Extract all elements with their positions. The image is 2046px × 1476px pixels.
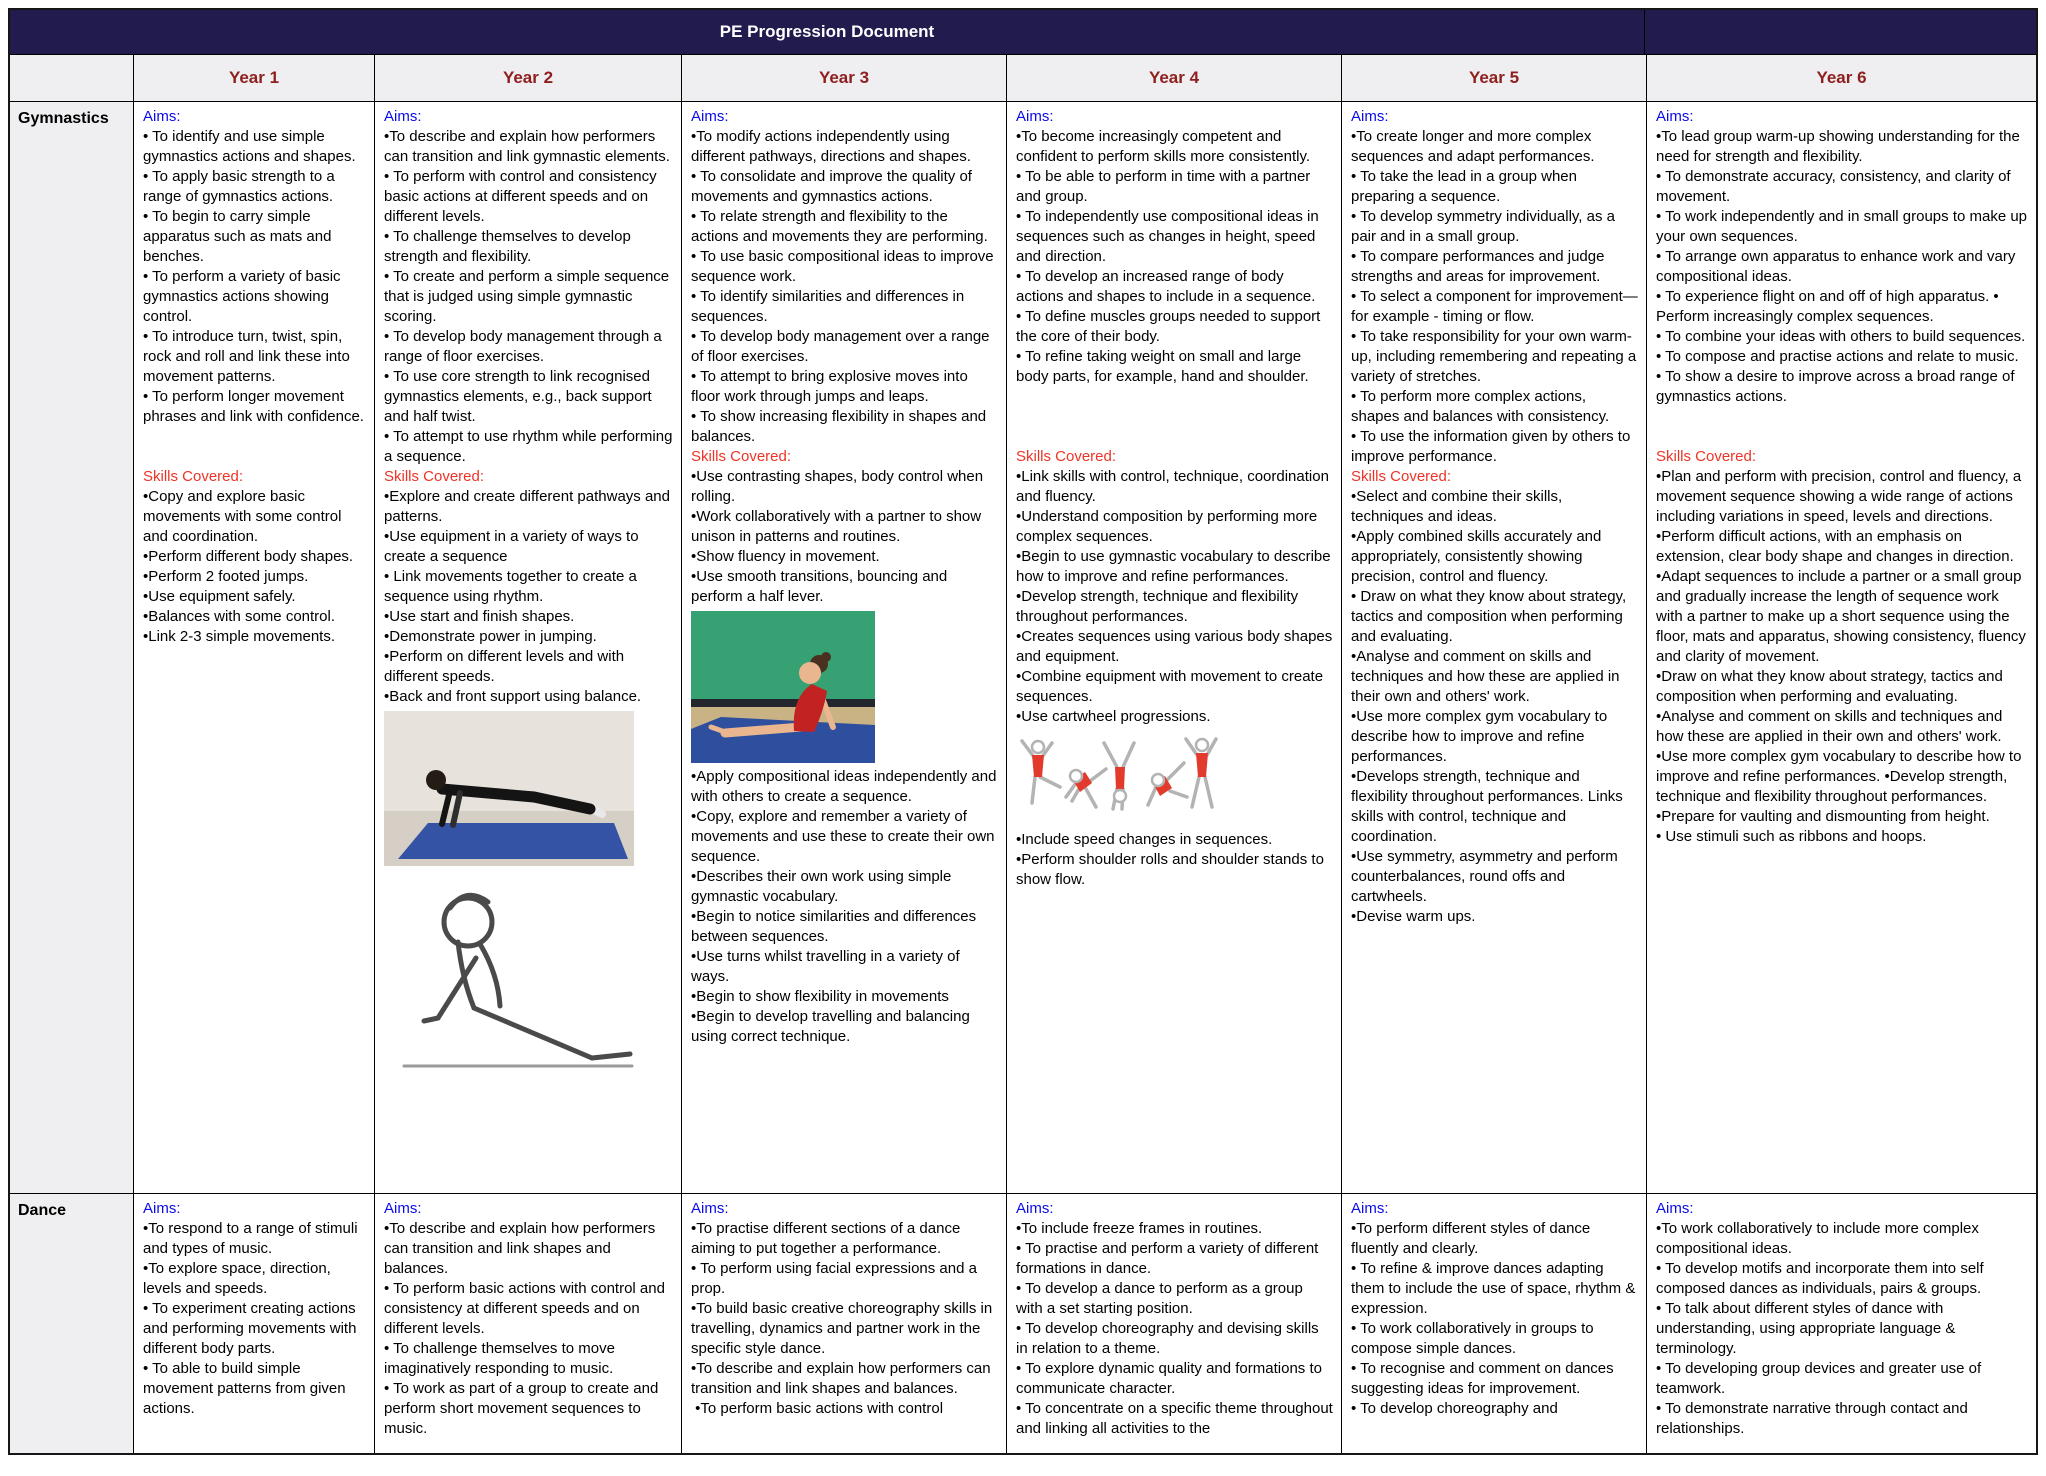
title-bar [10, 10, 2036, 54]
column-header-year-4: Year 4 [1007, 55, 1342, 101]
bullet-item: • To recognise and comment on dances suggesting ideas for improvement. [1351, 1360, 1618, 1397]
bullet-item: • To take responsibility for your own warm-up, including remembering and repeating a variety of stretches. [1351, 328, 1641, 385]
bullet-item: •To include freeze frames in routines. [1016, 1220, 1263, 1237]
bullet-item: •To become increasingly competent and confident to perform skills more consistently. [1016, 128, 1311, 165]
column-header-row [10, 54, 2036, 102]
bullet-item: • To develop choreography and [1351, 1400, 1558, 1417]
bullet-item: •To build basic creative choreography skills in travelling, dynamics and partner work in the specific style dance. [691, 1300, 997, 1357]
cell-dance-year-1 [134, 1194, 375, 1453]
bullet-item: • To develop motifs and incorporate them into self composed dances as individuals, pairs & groups. [1656, 1260, 1988, 1297]
skills-heading: Skills Covered: [691, 448, 792, 465]
bullet-item: • To show increasing flexibility in shapes and balances. [691, 408, 991, 445]
bullet-item: •Analyse and comment on skills and techniques and how these are applied in their own and others' work. [1656, 708, 2007, 745]
bullet-item: •Link 2-3 simple movements. [143, 628, 335, 645]
aims-heading: Aims: [1016, 108, 1054, 125]
bullet-item: •To practise different sections of a dance aiming to put together a performance. [691, 1220, 965, 1257]
bullet-item: •To create longer and more complex sequences and adapt performances. [1351, 128, 1596, 165]
skills-heading: Skills Covered: [1351, 468, 1452, 485]
bullet-item: • To introduce turn, twist, spin, rock and roll and link these into movement patterns. [143, 328, 354, 385]
bullet-item: • To practise and perform a variety of different formations in dance. [1016, 1240, 1323, 1277]
bullet-item: •Draw on what they know about strategy, tactics and composition when performing and evaluating. [1656, 668, 2007, 705]
cell-gymnastics-year-6 [1647, 102, 2036, 1193]
bullet-item: • To work collaboratively in groups to compose simple dances. [1351, 1320, 1598, 1357]
aims-heading: Aims: [1351, 108, 1389, 125]
progression-table [8, 8, 2038, 1455]
bullet-item: •Prepare for vaulting and dismounting from height. [1656, 808, 1990, 825]
title-bar-spacer [1645, 10, 2036, 54]
back-support-sketch [384, 870, 673, 1103]
bullet-item: •Devise warm ups. [1351, 908, 1476, 925]
bullet-item: •Creates sequences using various body shapes and equipment. [1016, 628, 1337, 665]
bullet-item: •Use smooth transitions, bouncing and perform a half lever. [691, 568, 952, 605]
cell-dance-year-3 [682, 1194, 1007, 1453]
bullet-item: • To perform with control and consistency basic actions at different speeds and on different levels. [384, 168, 661, 225]
cell-gymnastics-year-4 [1007, 102, 1342, 1193]
bullet-item: •Perform 2 footed jumps. [143, 568, 309, 585]
bullet-item: • To refine taking weight on small and large body parts, for example, hand and shoulder. [1016, 348, 1309, 385]
bullet-item: •Describes their own work using simple gymnastic vocabulary. [691, 868, 956, 905]
bullet-item: • To develop symmetry individually, as a pair and in a small group. [1351, 208, 1620, 245]
bullet-item: • To be able to perform in time with a partner and group. [1016, 168, 1315, 205]
aims-heading: Aims: [143, 108, 181, 125]
aims-heading: Aims: [1656, 1200, 1694, 1217]
skills-heading: Skills Covered: [384, 468, 485, 485]
bullet-item: • To take the lead in a group when preparing a sequence. [1351, 168, 1582, 205]
bullet-item: • To define muscles groups needed to support the core of their body. [1016, 308, 1325, 345]
bullet-item: • To talk about different styles of dance with understanding, using appropriate language & terminology. [1656, 1300, 1960, 1357]
bullet-item: • To use basic compositional ideas to improve sequence work. [691, 248, 998, 285]
bullet-item: • To perform using facial expressions and a prop. [691, 1260, 982, 1297]
bullet-item: •Adapt sequences to include a partner or a small group and gradually increase the length of sequence work with a partner to make up a short sequence using the floor, mats and apparatus, showing consistency, fluency and clarity of movement. [1656, 568, 2031, 665]
aims-heading: Aims: [691, 108, 729, 125]
bullet-item: • To perform more complex actions, shapes and balances with consistency. [1351, 388, 1610, 425]
page-title: PE Progression Document [10, 10, 1645, 54]
bullet-item: • To show a desire to improve across a broad range of gymnastics actions. [1656, 368, 2019, 405]
bullet-item: •Apply combined skills accurately and appropriately, consistently showing precision, control and fluency. [1351, 528, 1606, 585]
column-header-year-6: Year 6 [1816, 68, 1867, 87]
bullet-item: • To use the information given by others to improve performance. [1351, 428, 1635, 465]
bullet-item: • To develop body management through a range of floor exercises. [384, 328, 666, 365]
bullet-item: • To demonstrate accuracy, consistency, and clarity of movement. [1656, 168, 2015, 205]
bullet-item: • To develop body management over a range of floor exercises. [691, 328, 994, 365]
bullet-item: •Plan and perform with precision, control and fluency, a movement sequence showing a wide range of actions including variations in speed, levels and directions. [1656, 468, 2026, 525]
bullet-item: • To combine your ideas with others to build sequences. [1656, 328, 2026, 345]
bullet-item: • To perform a variety of basic gymnastics actions showing control. [143, 268, 345, 325]
bullet-item: • To challenge themselves to move imaginatively responding to music. [384, 1340, 620, 1377]
bullet-item: •Analyse and comment on skills and techniques and how these are applied in their own and others' work. [1351, 648, 1624, 705]
bullet-item: •To perform basic actions with control [691, 1400, 944, 1417]
skills-heading: Skills Covered: [1656, 448, 1757, 465]
cell-dance-year-6 [1647, 1194, 2036, 1453]
bullet-item: • To identify similarities and differences in sequences. [691, 288, 969, 325]
bullet-item: • To identify and use simple gymnastics actions and shapes. [143, 128, 356, 165]
cell-gymnastics-year-1 [134, 102, 375, 1193]
cartwheel-progression [1016, 731, 1333, 826]
bullet-item: • To compose and practise actions and relate to music. [1656, 348, 2019, 365]
row-label-gymnastics: Gymnastics [10, 102, 134, 1193]
cell-gymnastics-year-5 [1342, 102, 1647, 1193]
bullet-item: •Use equipment safely. [143, 588, 296, 605]
bullet-item: • To demonstrate narrative through contact and relationships. [1656, 1400, 1973, 1437]
bullet-item: •Balances with some control. [143, 608, 336, 625]
bullet-item: •To describe and explain how performers can transition and link gymnastic elements. [384, 128, 670, 165]
bullet-item: •Use contrasting shapes, body control when rolling. [691, 468, 988, 505]
bullet-item: •Use start and finish shapes. [384, 608, 575, 625]
bullet-item: • To experiment creating actions and performing movements with different body parts. [143, 1300, 361, 1357]
bullet-item: • To experience flight on and off of high apparatus. • Perform increasingly complex sequences. [1656, 288, 2003, 325]
bullet-item: • Use stimuli such as ribbons and hoops. [1656, 828, 1927, 845]
spacer [1016, 387, 1333, 447]
aims-heading: Aims: [1656, 108, 1694, 125]
table-body [10, 102, 2036, 1453]
bullet-item: •Select and combine their skills, techniques and ideas. [1351, 488, 1567, 525]
bullet-item: •Begin to use gymnastic vocabulary to describe how to improve and refine performances. [1016, 548, 1335, 585]
bullet-item: •To describe and explain how performers can transition and link shapes and balances. [384, 1220, 660, 1277]
bullet-item: • To arrange own apparatus to enhance work and vary compositional ideas. [1656, 248, 2020, 285]
bullet-item: • To select a component for improvement—for example - timing or flow. [1351, 288, 1638, 325]
bullet-item: •Use more complex gym vocabulary to describe how to improve and refine performances. [1351, 708, 1612, 765]
column-header-year-5: Year 5 [1342, 55, 1647, 101]
column-header-year-2: Year 2 [375, 55, 682, 101]
aims-heading: Aims: [384, 1200, 422, 1217]
spacer [1656, 407, 2028, 447]
bullet-item: •Copy and explore basic movements with some control and coordination. [143, 488, 346, 545]
cell-gymnastics-year-3 [682, 102, 1007, 1193]
cell-dance-year-4 [1007, 1194, 1342, 1453]
bullet-item: •Work collaboratively with a partner to show unison in patterns and routines. [691, 508, 986, 545]
bullet-item: • To develop a dance to perform as a group with a set starting position. [1016, 1280, 1307, 1317]
cell-dance-year-5 [1342, 1194, 1647, 1453]
bullet-item: •Combine equipment with movement to create sequences. [1016, 668, 1328, 705]
bullet-item: • To refine & improve dances adapting them to include the use of space, rhythm & expression. [1351, 1260, 1640, 1317]
bullet-item: •Link skills with control, technique, coordination and fluency. [1016, 468, 1334, 505]
bullet-item: •Use more complex gym vocabulary to describe how to improve and refine performances. •Develop strength, technique and flexibility throughout performances. [1656, 748, 2026, 805]
bullet-item: • To use core strength to link recognised gymnastics elements, e.g., back support and half twist. [384, 368, 656, 425]
bullet-item: • To explore dynamic quality and formations to communicate character. [1016, 1360, 1327, 1397]
half-lever-photo [691, 611, 998, 763]
skills-heading: Skills Covered: [1016, 448, 1117, 465]
spacer [143, 427, 366, 467]
bullet-item: •Understand composition by performing more complex sequences. [1016, 508, 1322, 545]
bullet-item: • To developing group devices and greater use of teamwork. [1656, 1360, 1986, 1397]
bullet-item: •Perform different body shapes. [143, 548, 354, 565]
skills-heading: Skills Covered: [143, 468, 244, 485]
bullet-item: • To attempt to use rhythm while performing a sequence. [384, 428, 677, 465]
row-gymnastics [10, 102, 2036, 1194]
bullet-item: • To challenge themselves to develop strength and flexibility. [384, 228, 635, 265]
bullet-item: •Include speed changes in sequences. [1016, 831, 1273, 848]
bullet-item: •Perform shoulder rolls and shoulder stands to show flow. [1016, 851, 1329, 888]
bullet-item: •To modify actions independently using different pathways, directions and shapes. [691, 128, 971, 165]
aims-heading: Aims: [1351, 1200, 1389, 1217]
bullet-item: •Perform difficult actions, with an emphasis on extension, clear body shape and changes in direction. [1656, 528, 2014, 565]
aims-heading: Aims: [143, 1200, 181, 1217]
bullet-item: •Use cartwheel progressions. [1016, 708, 1211, 725]
bullet-item: • To able to build simple movement patterns from given actions. [143, 1360, 350, 1417]
bullet-item: •Develops strength, technique and flexibility throughout performances. Links skills with control, technique and coordination. [1351, 768, 1627, 845]
column-header-year-1: Year 1 [134, 55, 375, 101]
bullet-item: • To develop an increased range of body actions and shapes to include in a sequence. [1016, 268, 1316, 305]
bullet-item: • To independently use compositional ideas in sequences such as changes in height, speed and direction. [1016, 208, 1323, 265]
column-header-spacer [10, 55, 134, 101]
bullet-item: • Draw on what they know about strategy, tactics and composition when performing and evaluating. [1351, 588, 1631, 645]
bullet-item: •To perform different styles of dance fluently and clearly. [1351, 1220, 1595, 1257]
bullet-item: • To attempt to bring explosive moves into floor work through jumps and leaps. [691, 368, 972, 405]
bullet-item: •To lead group warm-up showing understanding for the need for strength and flexibility. [1656, 128, 2024, 165]
bullet-item: •Use turns whilst travelling in a variety of ways. [691, 948, 964, 985]
cell-gymnastics-year-2 [375, 102, 682, 1193]
bullet-item: • To develop choreography and devising skills in relation to a theme. [1016, 1320, 1323, 1357]
bullet-item: • To compare performances and judge strengths and areas for improvement. [1351, 248, 1609, 285]
bullet-item: •To respond to a range of stimuli and types of music. [143, 1220, 362, 1257]
bullet-item: • To perform basic actions with control and consistency at different speeds and on different levels. [384, 1280, 670, 1337]
bullet-item: •Demonstrate power in jumping. [384, 628, 597, 645]
plank-photo [384, 711, 673, 866]
bullet-item: • To work as part of a group to create and perform short movement sequences to music. [384, 1380, 663, 1437]
bullet-item: • To begin to carry simple apparatus such as mats and benches. [143, 208, 336, 265]
bullet-item: •Explore and create different pathways and patterns. [384, 488, 675, 525]
bullet-item: • To relate strength and flexibility to the actions and movements they are performing. [691, 208, 988, 245]
bullet-item: •To work collaboratively to include more complex compositional ideas. [1656, 1220, 1984, 1257]
bullet-item: •Begin to show flexibility in movements [691, 988, 949, 1005]
bullet-item: •Apply compositional ideas independently and with others to create a sequence. [691, 768, 1001, 805]
bullet-item: •To describe and explain how performers can transition and link shapes and balances. [691, 1360, 995, 1397]
row-dance [10, 1194, 2036, 1453]
bullet-item: • To create and perform a simple sequence that is judged using simple gymnastic scoring. [384, 268, 674, 325]
bullet-item: •Show fluency in movement. [691, 548, 880, 565]
bullet-item: •To explore space, direction, levels and speeds. [143, 1260, 336, 1297]
aims-heading: Aims: [691, 1200, 729, 1217]
aims-heading: Aims: [384, 108, 422, 125]
cell-dance-year-2 [375, 1194, 682, 1453]
bullet-item: • Link movements together to create a sequence using rhythm. [384, 568, 642, 605]
column-header-year-3: Year 3 [682, 55, 1007, 101]
bullet-item: •Back and front support using balance. [384, 688, 642, 705]
bullet-item: • To work independently and in small groups to make up your own sequences. [1656, 208, 2032, 245]
bullet-item: •Develop strength, technique and flexibility throughout performances. [1016, 588, 1303, 625]
bullet-item: •Use equipment in a variety of ways to create a sequence [384, 528, 643, 565]
bullet-item: • To concentrate on a specific theme throughout and linking all activities to the [1016, 1400, 1338, 1437]
bullet-item: •Begin to notice similarities and differences between sequences. [691, 908, 981, 945]
bullet-item: •Begin to develop travelling and balancing using correct technique. [691, 1008, 974, 1045]
bullet-item: • To apply basic strength to a range of gymnastics actions. [143, 168, 339, 205]
bullet-item: • To perform longer movement phrases and link with confidence. [143, 388, 364, 425]
bullet-item: • To consolidate and improve the quality of movements and gymnastics actions. [691, 168, 977, 205]
bullet-item: •Copy, explore and remember a variety of movements and use these to create their own sequence. [691, 808, 999, 865]
row-label-dance: Dance [10, 1194, 134, 1453]
bullet-item: •Perform on different levels and with different speeds. [384, 648, 629, 685]
aims-heading: Aims: [1016, 1200, 1054, 1217]
bullet-item: •Use symmetry, asymmetry and perform counterbalances, round offs and cartwheels. [1351, 848, 1622, 905]
